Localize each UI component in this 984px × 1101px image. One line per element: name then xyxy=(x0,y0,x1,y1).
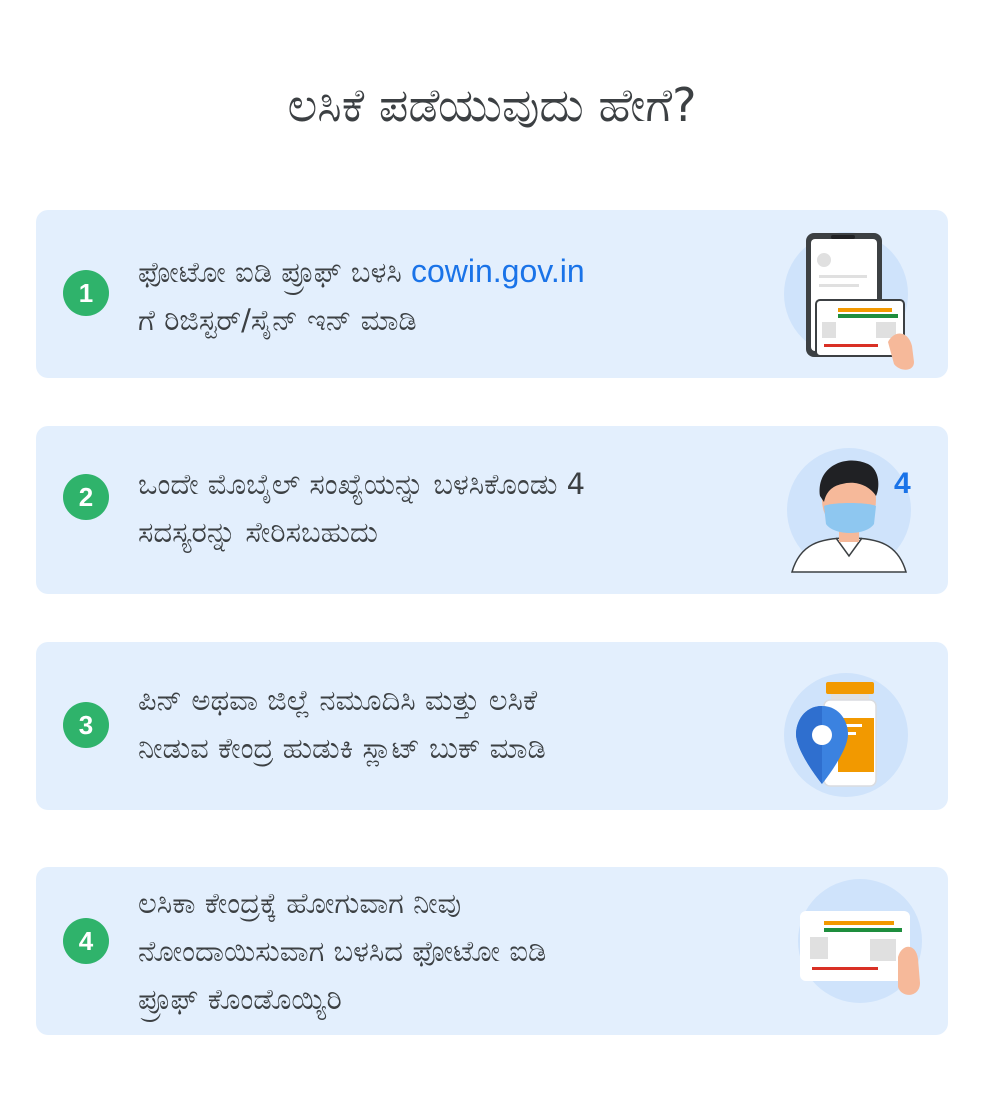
step-text-line-1: ಪಿನ್ ಅಥವಾ ಜಿಲ್ಲೆ ನಮೂದಿಸಿ ಮತ್ತು ಲಸಿಕೆ xyxy=(138,683,538,717)
step-card-3 xyxy=(36,642,948,810)
step-card-1 xyxy=(36,210,948,378)
step-text xyxy=(138,460,738,556)
id-card-hand-icon xyxy=(794,875,944,1015)
step-text-line-1 xyxy=(138,247,738,296)
member-count-label: 4 xyxy=(894,467,911,500)
step-number-badge: 1 xyxy=(63,270,109,316)
step-text-line-2: ನೀಡುವ ಕೇಂದ್ರ ಹುಡುಕಿ ಸ್ಲಾಟ್ ಬುಕ್ ಮಾಡಿ xyxy=(138,731,546,765)
step-text xyxy=(138,879,738,1023)
step-text-line-2: ಗೆ ರಿಜಿಸ್ಟರ್/ಸೈನ್ ಇನ್ ಮಾಡಿ xyxy=(138,303,417,337)
step-number-badge: 3 xyxy=(63,702,109,748)
step-number-badge: 4 xyxy=(63,918,109,964)
step-card-2 xyxy=(36,426,948,594)
page-title: ಲಸಿಕೆ ಪಡೆಯುವುದು ಹೇಗೆ? xyxy=(287,78,697,132)
location-vaccine-vial-icon xyxy=(776,660,926,800)
step-text-prefix: ಫೋಟೋ ಐಡಿ ಪ್ರೂಫ್ ಬಳಸಿ xyxy=(138,255,411,289)
step-text-line-3: ಪ್ರೂಫ್ ಕೊಂಡೊಯ್ಯಿರಿ xyxy=(138,982,342,1016)
step-number-badge: 2 xyxy=(63,474,109,520)
step-text-line-1: ಲಸಿಕಾ ಕೇಂದ್ರಕ್ಕೆ ಹೋಗುವಾಗ ನೀವು xyxy=(138,886,462,920)
cowin-link[interactable]: cowin.gov.in xyxy=(410,253,585,289)
step-card-4 xyxy=(36,867,948,1035)
step-text xyxy=(138,247,738,344)
step-text-line-2: ನೋಂದಾಯಿಸುವಾಗ ಬಳಸಿದ ಫೋಟೋ ಐಡಿ xyxy=(138,934,547,968)
step-text-line-2: ಸದಸ್ಯರನ್ನು ಸೇರಿಸಬಹುದು xyxy=(138,515,378,549)
masked-person-icon xyxy=(776,444,936,584)
step-text xyxy=(138,676,738,772)
step-text-line-1: ಒಂದೇ ಮೊಬೈಲ್ ಸಂಖ್ಯೆಯನ್ನು ಬಳಸಿಕೊಂಡು 4 xyxy=(138,467,586,501)
phone-id-card-icon xyxy=(776,230,926,370)
